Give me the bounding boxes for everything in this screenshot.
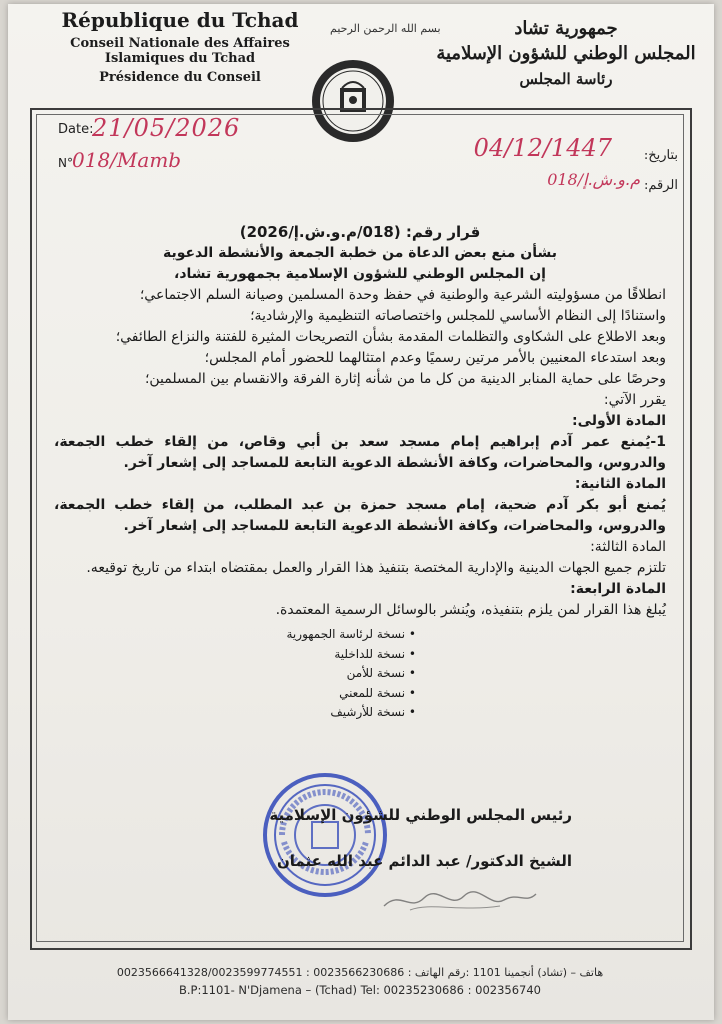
arabic-date-label: بتاريخ: <box>643 148 678 163</box>
article-4-title: المادة الرابعة: <box>570 581 666 597</box>
arabic-ref-label: الرقم: <box>644 178 678 193</box>
consideration: انطلاقًا من مسؤوليته الشرعية والوطنية في حفظ وحدة المسلمين وصيانة السلم الاجتماعي؛ <box>139 287 666 303</box>
consideration: وبعد الاطلاع على الشكاوى والتظلمات المقدمة بشأن التصريحات المثيرة للفتنة والنزاع الطائفي؛ <box>115 329 666 345</box>
copies-list <box>216 625 416 723</box>
country-name-fr: République du Tchad <box>61 8 299 32</box>
consideration: واستنادًا إلى النظام الأساسي للمجلس واختصاصاته التنظيمية والإرشادية؛ <box>250 308 666 324</box>
decision-subject: بشأن منع بعض الدعاة من خطبة الجمعة والأنشطة الدعوية <box>162 245 558 261</box>
footer-phones: 0023566641328/0023599774551 : 0023566230686 : هاتف – (تشاد) أنجمينا 1101 :رقم الهاتف <box>116 966 604 979</box>
date-label: Date: <box>58 122 94 137</box>
official-stamp-icon <box>262 772 388 898</box>
number-value: 018/Mamb <box>72 148 182 172</box>
arabic-ref-value: م.و.ش.إ/018 <box>547 170 640 189</box>
article-2-title: المادة الثانية: <box>574 476 666 492</box>
basmala: بسم الله الرحمن الرحيم <box>330 22 441 35</box>
number-label: N° <box>58 156 73 170</box>
article-4-text: يُبلغ هذا القرار لمن يلزم بتنفيذه، ويُنشر بالوسائل الرسمية المعتمدة. <box>275 602 666 618</box>
decides-heading: يقرر الآتي: <box>603 392 666 408</box>
copy-item: • نسخة للداخلية <box>216 645 416 665</box>
header-arabic <box>436 18 696 88</box>
header-french <box>30 8 330 85</box>
consideration: وحرصًا على حماية المنابر الدينية من كل ما من شأنه إثارة الفرقة والانقسام بين المسلمين؛ <box>144 371 666 387</box>
copy-item: • نسخة للمعني <box>216 684 416 704</box>
council-name-fr: Conseil Nationale des Affaires Islamiques du Tchad <box>70 36 290 66</box>
handwritten-signature-icon <box>380 882 540 918</box>
article-1-text: 1-يُمنع عمر آدم إبراهيم إمام مسجد سعد بن أبي وقاص، من إلقاء خطب الجمعة، والدروس، والمحاضرات، وكافة الأنشطة الدعوية التابعة للمساجد إلى إشعار آخر. <box>54 434 666 471</box>
council-name-ar: المجلس الوطني للشؤون الإسلامية <box>436 43 696 64</box>
decision-number: قرار رقم: (018/م.و.ش.إ/2026) <box>239 223 481 241</box>
article-1-title: المادة الأولى: <box>572 413 666 429</box>
signatory-name: الشيخ الدكتور/ عبد الدائم عبد الله عثمان <box>276 852 572 870</box>
footer-address: B.P:1101- N'Djamena – (Tchad) Tel: 00235230686 : 002356740 <box>178 983 541 997</box>
article-3-title: المادة الثالثة: <box>590 539 666 555</box>
consideration: وبعد استدعاء المعنيين بالأمر مرتين رسميًا وعدم امتثالهما للحضور أمام المجلس؛ <box>204 350 666 366</box>
country-name-ar: جمهورية تشاد <box>514 18 618 39</box>
footer <box>40 966 680 997</box>
arabic-date-value: 04/12/1447 <box>473 134 612 162</box>
copy-item: • نسخة لرئاسة الجمهورية <box>216 625 416 645</box>
date-value: 21/05/2026 <box>92 114 241 142</box>
signatory-title: رئيس المجلس الوطني للشؤون الإسلامية <box>269 806 572 824</box>
copy-item: • نسخة للأمن <box>216 664 416 684</box>
article-2-text: يُمنع أبو بكر آدم ضحية، إمام مسجد حمزة بن عبد المطلب، من إلقاء خطب الجمعة، والدروس، والمحاضرات، وكافة الأنشطة الدعوية التابعة للمساجد إلى إشعار آخر. <box>54 497 666 534</box>
decision-body <box>54 222 666 723</box>
presidency-fr: Présidence du Conseil <box>99 70 261 85</box>
council-intro: إن المجلس الوطني للشؤون الإسلامية بجمهورية تشاد، <box>174 266 546 282</box>
article-3-text: تلتزم جميع الجهات الدينية والإدارية المختصة بتنفيذ هذا القرار والعمل بمقتضاه ابتداء من تاريخ توقيعه. <box>86 560 666 576</box>
copy-item: • نسخة للأرشيف <box>216 703 416 723</box>
presidency-ar: رئاسة المجلس <box>519 70 613 88</box>
